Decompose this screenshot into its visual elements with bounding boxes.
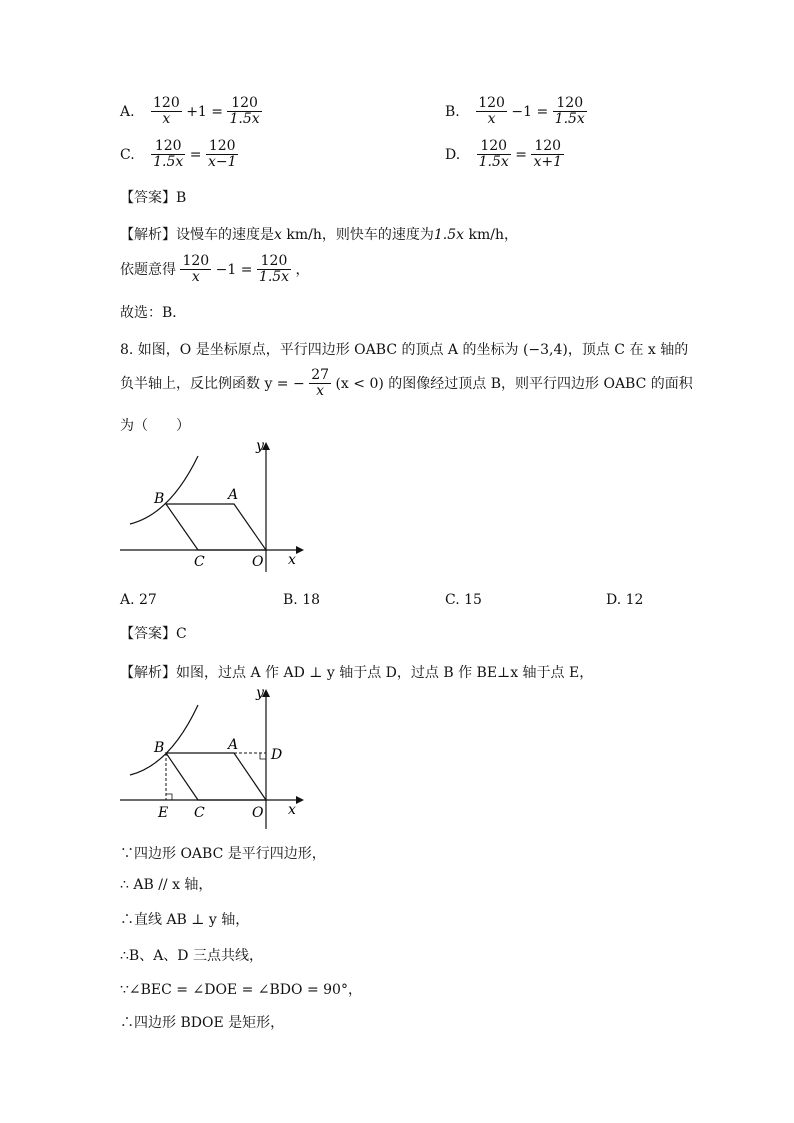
step-5: ∵∠BEC = ∠DOE = ∠BDO = 90°， bbox=[120, 982, 362, 998]
label-x: x bbox=[288, 552, 296, 568]
parallelogram-oabc bbox=[166, 504, 266, 550]
q7-equation: 依题意得 $\frac{120}{x}$ −1 = $\frac{120}{1.5x}$ ， bbox=[120, 253, 310, 286]
step-4: ∴B、A、D 三点共线， bbox=[120, 948, 263, 964]
option-d: D. $\frac{120}{1.5x}$ = $\frac{120}{x+1}$ bbox=[445, 138, 562, 171]
fraction: $\frac{27}{x}$ bbox=[311, 367, 330, 400]
label-a: A bbox=[228, 737, 239, 753]
fraction: $\frac{120}{x-1}$ bbox=[207, 138, 237, 171]
q8-option-c: C. 15 bbox=[445, 592, 482, 608]
fraction: $\frac{120}{1.5x}$ bbox=[554, 95, 585, 128]
label-x: x bbox=[288, 802, 296, 818]
label-e: E bbox=[158, 805, 169, 821]
figure-1 bbox=[110, 436, 310, 576]
fraction: $\frac{120}{1.5x}$ bbox=[153, 138, 184, 171]
x-axis-arrow bbox=[296, 796, 304, 804]
right-angle-e bbox=[166, 794, 172, 800]
step-3: ∴直线 AB ⊥ y 轴， bbox=[120, 912, 250, 928]
option-b: B. $\frac{120}{x}$ −1 = $\frac{120}{1.5x}$ bbox=[445, 95, 585, 128]
label-y: y bbox=[256, 685, 264, 701]
q7-choose: 故选：B． bbox=[120, 305, 187, 321]
fraction: $\frac{120}{x}$ bbox=[182, 253, 210, 286]
right-angle-d bbox=[260, 753, 266, 759]
step-2: ∴ AB // x 轴， bbox=[120, 877, 213, 893]
label-b: B bbox=[154, 491, 165, 507]
option-c: C. $\frac{120}{1.5x}$ = $\frac{120}{x-1}$ bbox=[120, 138, 237, 171]
fraction: $\frac{120}{1.5x}$ bbox=[229, 95, 260, 128]
hyperbola-curve bbox=[130, 456, 198, 524]
fraction: $\frac{120}{1.5x}$ bbox=[258, 253, 290, 286]
fraction: $\frac{120}{1.5x}$ bbox=[478, 138, 509, 171]
fraction: $\frac{120}{x}$ bbox=[478, 95, 505, 128]
q8-option-b: B. 18 bbox=[283, 592, 321, 608]
fraction: $\frac{120}{x}$ bbox=[153, 95, 180, 128]
label-c: C bbox=[194, 554, 205, 570]
q8-analysis: 【解析】如图，过点 A 作 AD ⊥ y 轴于点 D，过点 B 作 BE⊥x 轴于点 E， bbox=[120, 665, 594, 681]
label-b: B bbox=[154, 740, 165, 756]
label-c: C bbox=[194, 805, 205, 821]
q7-answer: 【答案】B bbox=[120, 190, 187, 206]
q8-option-d: D. 12 bbox=[606, 592, 644, 608]
parallelogram-oabc bbox=[166, 753, 266, 800]
label-d: D bbox=[271, 747, 283, 763]
step-1: ∵四边形 OABC 是平行四边形， bbox=[120, 846, 326, 862]
q8-option-a: A. 27 bbox=[120, 592, 157, 608]
fraction: $\frac{120}{x+1}$ bbox=[533, 138, 562, 171]
option-label: B. bbox=[445, 103, 460, 120]
label-a: A bbox=[228, 487, 239, 503]
option-label: C. bbox=[120, 146, 135, 163]
figure-2 bbox=[110, 683, 310, 833]
label-o: O bbox=[252, 554, 264, 570]
q8-answer: 【答案】C bbox=[120, 626, 187, 642]
q7-analysis: 【解析】设慢车的速度是x km/h，则快车的速度为1.5x km/h， bbox=[120, 227, 518, 243]
label-y: y bbox=[256, 438, 264, 454]
label-o: O bbox=[252, 805, 264, 821]
option-label: A. bbox=[120, 103, 135, 120]
q8-line2: 负半轴上，反比例函数 y = − $\frac{27}{x}$ (x < 0) 的图像经过顶点 B，则平行四边形 OABC 的面积 bbox=[120, 367, 693, 400]
q8-line1: 8. 如图，O 是坐标原点，平行四边形 OABC 的顶点 A 的坐标为 (−3,4)，顶点 C 在 x 轴的 bbox=[120, 342, 689, 358]
x-axis-arrow bbox=[296, 546, 304, 554]
step-6: ∴四边形 BDOE 是矩形， bbox=[120, 1015, 285, 1031]
q8-line3: 为（ ） bbox=[120, 418, 190, 434]
option-label: D. bbox=[445, 146, 461, 163]
option-a: A. $\frac{120}{x}$ +1 = $\frac{120}{1.5x}$ bbox=[120, 95, 260, 128]
